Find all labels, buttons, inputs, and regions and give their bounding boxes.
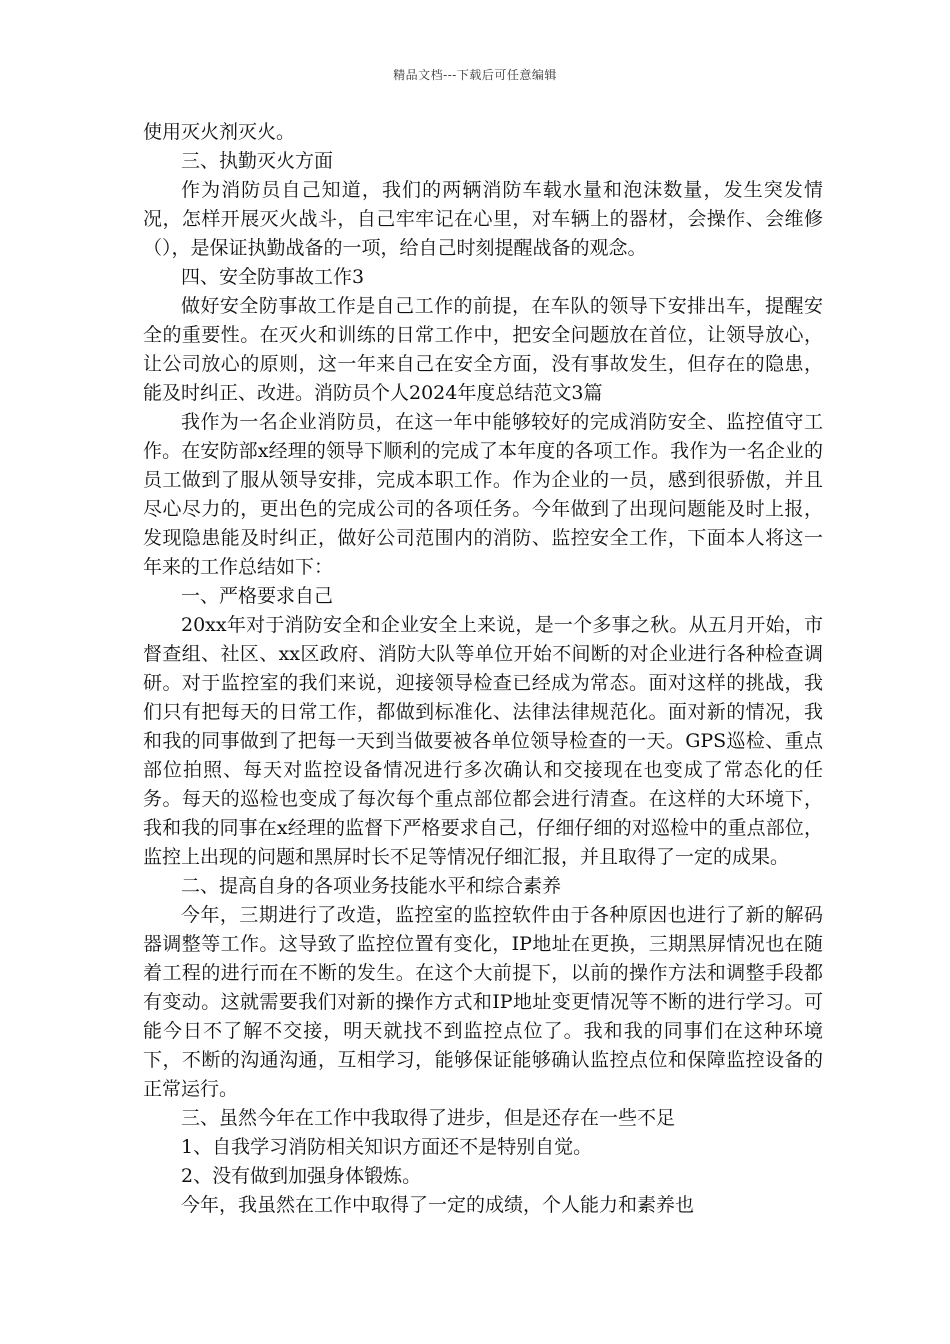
paragraph-7: 今年，我虽然在工作中取得了一定的成绩，个人能力和素养也 [181, 1194, 695, 1216]
section-heading-1: 一、严格要求自己 [181, 585, 334, 607]
document-body [143, 118, 823, 1220]
section-heading-3: 三、执勤灭火方面 [181, 150, 334, 172]
section-heading-4: 四、安全防事故工作3 [181, 266, 365, 288]
paragraph-3: 做好安全防事故工作是自己工作的前提，在车队的领导下安排出车，提醒安全的重要性。在灭火和训练的日常工作中，把安全问题放在首位，让领导放心，让公司放心的原则，这一年来自己在安全方面，没有事故发生，但存在的隐患，能及时纠正、改进。消防员个人2024年度总结范文3篇 [143, 295, 823, 404]
paragraph-6: 今年，三期进行了改造，监控室的监控软件由于各种原因也进行了新的解码器调整等工作。这导致了监控位置有变化，IP地址在更换，三期黑屏情况也在随着工程的进行而在不断的发生。在这个大前提下，以前的操作方法和调整手段都有变动。这就需要我们对新的操作方式和IP地址变更情况等不断的进行学习。可能今日不了解不交接，明天就找不到监控点位了。我和我的同事们在这种环境下，不断的沟通沟通，互相学习，能够保证能够确认监控点位和保障监控设备的正常运行。 [143, 904, 823, 1100]
paragraph-4: 我作为一名企业消防员，在这一年中能够较好的完成消防安全、监控值守工作。在安防部x经理的领导下顺利的完成了本年度的各项工作。我作为一名企业的员工做到了服从领导安排，完成本职工作。作为企业的一员，感到很骄傲，并且尽心尽力的，更出色的完成公司的各项任务。今年做到了出现问题能及时上报，发现隐患能及时纠正，做好公司范围内的消防、监控安全工作，下面本人将这一年来的工作总结如下： [143, 411, 823, 578]
section-heading-3b: 三、虽然今年在工作中我取得了进步，但是还存在一些不足 [181, 1107, 676, 1129]
paragraph-5: 20xx年对于消防安全和企业安全上来说，是一个多事之秋。从五月开始，市督查组、社区、xx区政府、消防大队等单位开始不间断的对企业进行各种检查调研。对于监控室的我们来说，迎接领导检查已经成为常态。面对这样的挑战，我们只有把每天的日常工作，都做到标准化、法律法律规范化。面对新的情况，我和我的同事做到了把每一天到当做要被各单位领导检查的一天。GPS巡检、重点部位拍照、每天对监控设备情况进行多次确认和交接现在也变成了常态化的任务。每天的巡检也变成了每次每个重点部位都会进行清查。在这样的大环境下，我和我的同事在x经理的监督下严格要求自己，仔细仔细的对巡检中的重点部位，监控上出现的问题和黑屏时长不足等情况仔细汇报，并且取得了一定的成果。 [143, 614, 823, 868]
section-heading-2: 二、提高自身的各项业务技能水平和综合素养 [181, 875, 562, 897]
page-header: 精品文档---下载后可任意编辑 [393, 68, 557, 82]
list-item-1: 1、自我学习消防相关知识方面还不是特别自觉。 [181, 1136, 593, 1158]
list-item-2: 2、没有做到加强身体锻炼。 [181, 1165, 422, 1187]
paragraph-1: 使用灭火剂灭火。 [143, 121, 296, 143]
paragraph-2: 作为消防员自己知道，我们的两辆消防车载水量和泡沫数量，发生突发情况，怎样开展灭火战斗，自己牢牢记在心里，对车辆上的器材，会操作、会维修（），是保证执勤战备的一项，给自己时刻提醒战备的观念。 [143, 179, 823, 259]
